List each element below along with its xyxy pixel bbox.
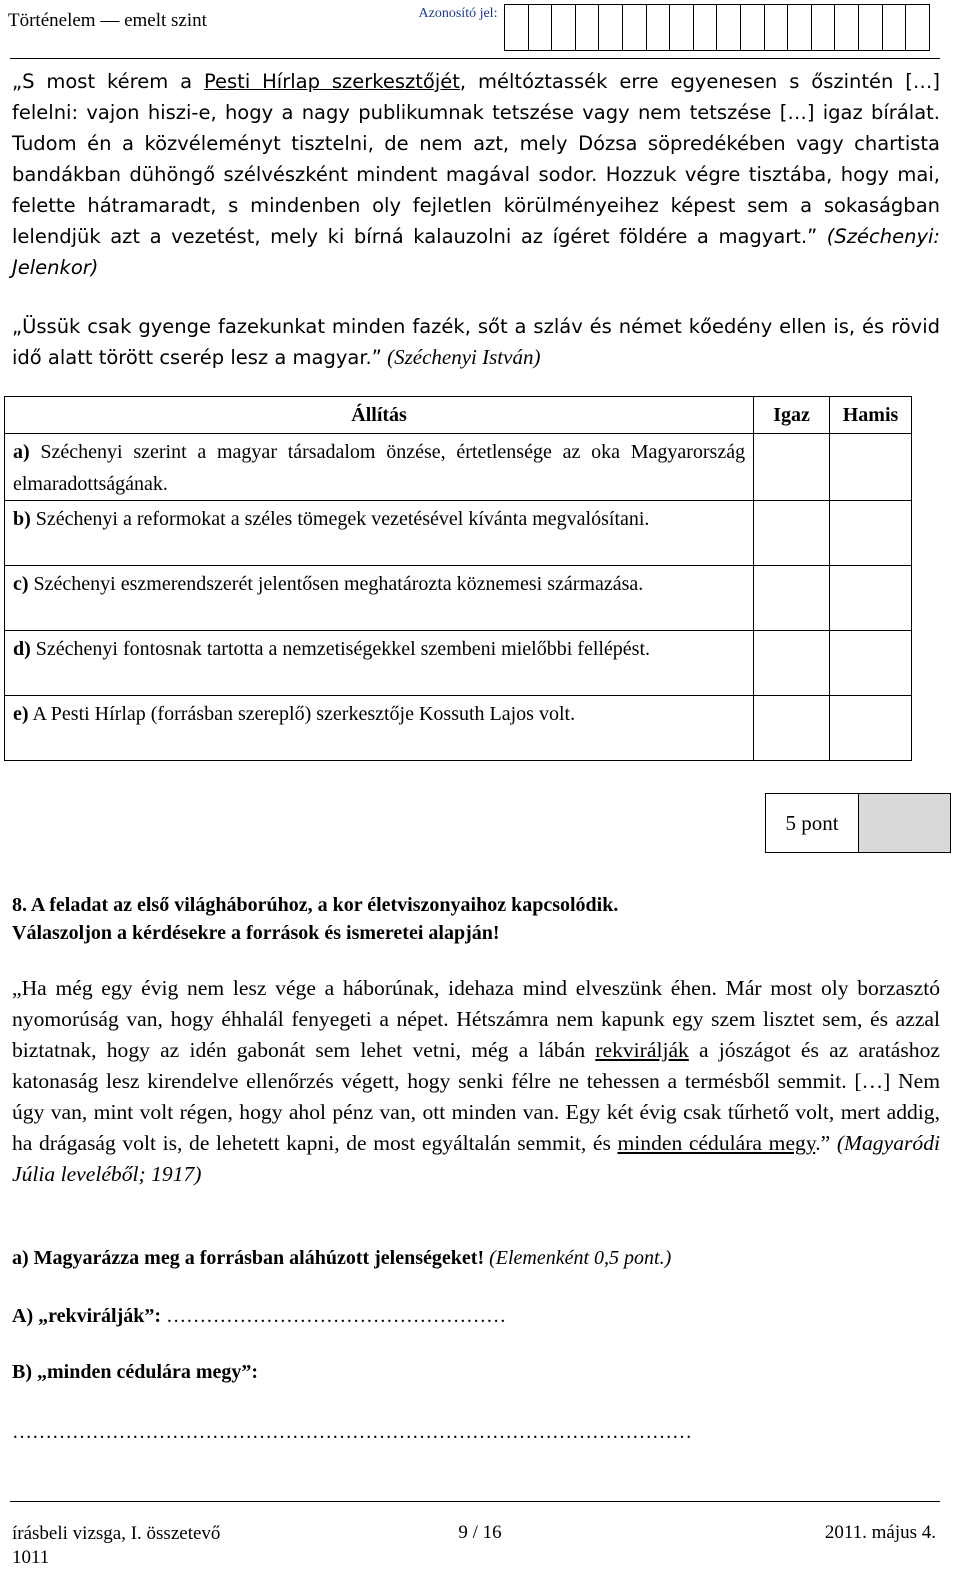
table-row (5, 566, 912, 631)
id-digit-box[interactable] (552, 5, 576, 51)
question-points-note: (Elemenként 0,5 pont.) (484, 1247, 672, 1269)
statement-letter: d) (13, 638, 31, 660)
quote-szechenyi-jelenkor (12, 66, 940, 283)
id-digit-box[interactable] (529, 5, 553, 51)
statement-letter: a) (13, 441, 30, 463)
id-digit-box[interactable] (812, 5, 836, 51)
points-box (765, 793, 951, 853)
id-digit-box[interactable] (576, 5, 600, 51)
header-true: Igaz (754, 397, 830, 434)
id-digit-box[interactable] (883, 5, 907, 51)
header-false: Hamis (830, 397, 912, 434)
quote-text: „Ha még egy évig nem lesz vége a háborúnak, idehaza mind elveszünk éhen. Már most oly borzasztó nyomorúság van, hogy éhhalál fenyegeti a népet. Hétszámra nem kapunk egy szem lisztet sem, és azzal biztatnak, hogy az idén gabonát sem lehet vetni, még a lábán (12, 976, 940, 1062)
quote-text: „Üssük csak gyenge fazekunkat minden fazék, sőt a szláv és német kőedény ellen is, és rövid idő alatt törött cserép lesz a magyar.” (12, 315, 940, 369)
quote-magyarodi (12, 973, 940, 1190)
id-digit-box[interactable] (741, 5, 765, 51)
id-digit-box[interactable] (647, 5, 671, 51)
underlined-term: minden cédulára megy (617, 1131, 816, 1155)
statement-cell (5, 566, 754, 631)
footer-exam-part: írásbeli vizsga, I. összetevő (12, 1523, 221, 1544)
id-digit-box[interactable] (623, 5, 647, 51)
true-answer-box[interactable] (754, 501, 830, 566)
table-row (5, 501, 912, 566)
false-answer-box[interactable] (830, 631, 912, 696)
true-answer-box[interactable] (754, 696, 830, 761)
points-score-field[interactable] (859, 794, 950, 852)
statement-cell (5, 501, 754, 566)
statement-table (4, 396, 912, 761)
answer-b-line[interactable]: ………………………………………………………………………………………… (12, 1421, 692, 1443)
header-subject: Történelem — emelt szint (8, 10, 207, 31)
id-digit-box[interactable] (788, 5, 812, 51)
id-digit-box[interactable] (717, 5, 741, 51)
id-digit-box[interactable] (505, 5, 529, 51)
answer-a-line[interactable]: …………………………………………… (166, 1305, 507, 1327)
table-row (5, 434, 912, 501)
quote-source: (Széchenyi: Jelenkor) (12, 225, 940, 279)
false-answer-box[interactable] (830, 696, 912, 761)
statement-text: A Pesti Hírlap (forrásban szereplő) szerkesztője Kossuth Lajos volt. (28, 703, 576, 725)
question-a (12, 1247, 671, 1270)
false-answer-box[interactable] (830, 434, 912, 501)
underlined-term: Pesti Hírlap szerkesztőjét (203, 70, 460, 93)
id-code-boxes[interactable] (504, 4, 930, 51)
footer-rule (10, 1501, 940, 1502)
false-answer-box[interactable] (830, 501, 912, 566)
footer-code: 1011 (12, 1547, 50, 1568)
id-digit-box[interactable] (765, 5, 789, 51)
table-row (5, 696, 912, 761)
statement-letter: b) (13, 508, 31, 530)
table-header-row (5, 397, 912, 434)
statement-letter: e) (13, 703, 29, 725)
answer-a-label: A) „rekvirálják”: (12, 1305, 162, 1327)
id-digit-box[interactable] (599, 5, 623, 51)
statement-text: Széchenyi fontosnak tartotta a nemzetiségekkel szembeni mielőbbi fellépést. (30, 638, 651, 660)
true-answer-box[interactable] (754, 566, 830, 631)
quote-text: „S most kérem a (12, 70, 204, 93)
footer-page: 9 / 16 (458, 1522, 502, 1543)
statement-cell (5, 696, 754, 761)
id-digit-box[interactable] (859, 5, 883, 51)
statement-text: Széchenyi a reformokat a széles tömegek vezetésével kívánta megvalósítani. (30, 508, 650, 530)
quote-text: a jószágot és az aratáshoz katonaság lesz kirendelve ellenőrzés végett, hogy senki félre ne tehessen a termésből semmit. […] Nem úgy van, mint volt régen, hogy ahol pénz van, ott minden van. Egy két évig csak tűrhető volt, mert addig, ha drágaság volt is, de lehetett kapni, de most egyáltalán semmit, és (12, 1038, 940, 1155)
answer-a-row (12, 1305, 940, 1328)
id-digit-box[interactable] (670, 5, 694, 51)
footer-date: 2011. május 4. (824, 1522, 936, 1543)
table-row (5, 631, 912, 696)
question-text: a) Magyarázza meg a forrásban aláhúzott jelenségeket! (12, 1247, 485, 1269)
false-answer-box[interactable] (830, 566, 912, 631)
statement-text: Széchenyi szerint a magyar társadalom önzése, értetlensége az oka Magyarország elmaradottságának. (13, 441, 746, 495)
statement-letter: c) (13, 573, 29, 595)
id-digit-box[interactable] (906, 5, 930, 51)
statement-cell (5, 434, 754, 501)
task8-instruction: Válaszoljon a kérdésekre a források és ismeretei alapján! (12, 922, 500, 944)
points-label: 5 pont (766, 794, 859, 852)
id-label: Azonosító jel: (418, 6, 498, 21)
quote-szechenyi-istvan (12, 311, 940, 373)
task8-heading (12, 891, 618, 947)
quote-text: .” (815, 1131, 831, 1155)
true-answer-box[interactable] (754, 631, 830, 696)
quote-source: (Széchenyi István) (381, 345, 541, 369)
header-rule (10, 58, 940, 59)
true-answer-box[interactable] (754, 434, 830, 501)
answer-b-label: B) „minden cédulára megy”: (12, 1361, 259, 1383)
header-statement: Állítás (5, 397, 754, 434)
id-digit-box[interactable] (835, 5, 859, 51)
quote-source: (Magyaródi Júlia leveléből; 1917) (12, 1131, 940, 1186)
quote-text: , méltóztassék erre egyenesen s őszintén […] felelni: vajon hiszi-e, hogy a nagy publikumnak tetszése vagy nem tetszése […] igaz bírálat. Tudom én a közvéleményt tisztelni, de nem azt, mely Dózsa söpredékében vagy chartista bandákban dühöngő szélvészként mindent magával sodor. Hozzuk végre tisztába, hogy mai, felette hátramaradt, s mindenben oly fejletlen körülményeihez képest sem a sokaságban lelendjük azt a vezetést, mely ki bírná kalauzolni az ígéret földére a magyart.” (12, 70, 940, 248)
underlined-term: rekvirálják (595, 1038, 689, 1062)
statement-text: Széchenyi eszmerendszerét jelentősen meghatározta köznemesi származása. (28, 573, 644, 595)
task8-title: 8. A feladat az első világháborúhoz, a kor életviszonyaihoz kapcsolódik. (12, 894, 619, 916)
statement-cell (5, 631, 754, 696)
id-digit-box[interactable] (694, 5, 718, 51)
